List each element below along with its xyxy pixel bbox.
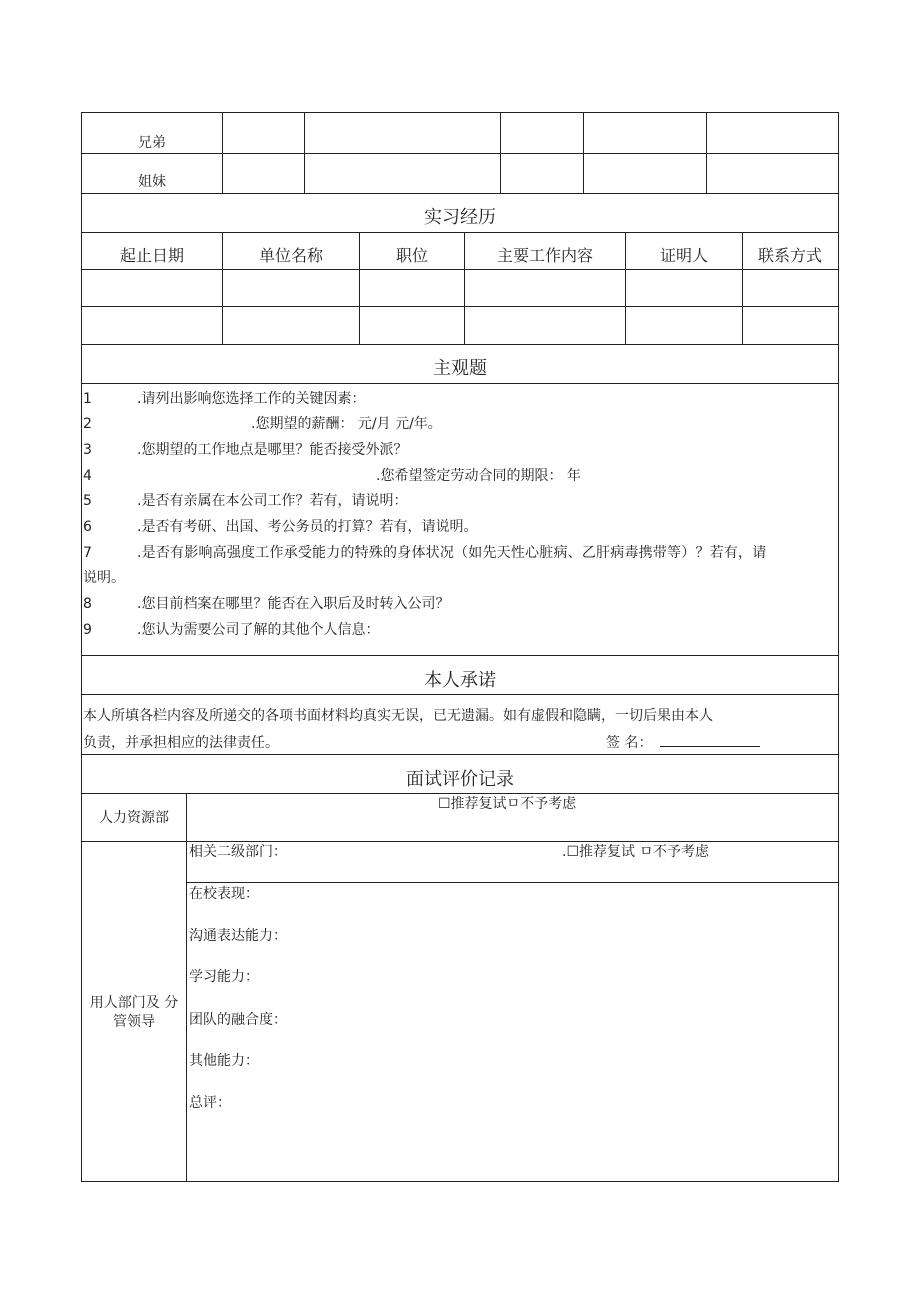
question-text: .是否有考研、出国、考公务员的打算？若有，请说明。 xyxy=(137,519,478,535)
question-number: 3 xyxy=(83,442,92,458)
question-number: 7 xyxy=(83,545,92,561)
question-number: 2 xyxy=(83,416,92,432)
question-text: .您希望签定劳动合同的期限： 年 xyxy=(376,468,581,484)
criterion-label: 学习能力： xyxy=(189,969,259,985)
family-row-label: 兄弟 xyxy=(138,135,166,151)
hiring-dept-label: 管领导 xyxy=(113,1014,155,1030)
hr-dept-label: 人力资源部 xyxy=(99,810,169,826)
question-text: .您目前档案在哪里？能否在入职后及时转入公司？ xyxy=(137,596,450,612)
signature-field[interactable] xyxy=(606,736,760,750)
internship-header: 职位 xyxy=(395,246,429,265)
signature-line xyxy=(660,736,760,747)
criterion-label: 在校表现： xyxy=(189,886,259,902)
question-text: .您认为需要公司了解的其他个人信息： xyxy=(137,622,380,638)
question-number: 1 xyxy=(83,391,92,407)
question-text: .是否有影响高强度工作承受能力的特殊的身体状况（如先天性心脏病、乙肝病毒携带等）？若有，请 xyxy=(137,545,767,561)
question-number: 4 xyxy=(83,468,92,484)
commitment-text: 负责，并承担相应的法律责任。 xyxy=(83,735,279,751)
question-text: .请列出影响您选择工作的关键因素： xyxy=(137,391,366,407)
family-row-label: 姐妹 xyxy=(138,174,166,190)
criterion-label: 团队的融合度： xyxy=(189,1012,287,1028)
criterion-label: 总评： xyxy=(189,1095,231,1111)
question-number: 8 xyxy=(83,596,92,612)
hiring-dept-label: 用人部门及 分 xyxy=(89,995,179,1011)
internship-header: 起止日期 xyxy=(119,246,185,265)
internship-header: 单位名称 xyxy=(258,246,324,265)
question-number: 6 xyxy=(83,519,92,535)
internship-header: 主要工作内容 xyxy=(496,246,594,265)
signature-label: 签 名： xyxy=(606,735,653,751)
subjective-title: 主观题 xyxy=(433,358,487,379)
question-text: .您期望的工作地点是哪里？能否接受外派？ xyxy=(137,442,408,458)
criterion-label: 其他能力： xyxy=(189,1053,259,1069)
criterion-label: 沟通表达能力： xyxy=(189,928,287,944)
question-text-continuation: 说明。 xyxy=(83,570,125,586)
internship-title: 实习经历 xyxy=(424,207,496,228)
commitment-text: 本人所填各栏内容及所递交的各项书面材料均真实无误，已无遗漏。如有虚假和隐瞒，一切后果由本人 xyxy=(83,708,713,724)
question-number: 5 xyxy=(83,493,92,509)
question-text: .您期望的薪酬： 元/月 元/年。 xyxy=(251,416,442,432)
commitment-title: 本人承诺 xyxy=(424,670,496,691)
secondary-dept-decision-options[interactable]: .☐推荐复试 ㅁ不予考虑 xyxy=(562,844,709,860)
question-number: 9 xyxy=(83,622,92,638)
interview-title: 面试评价记录 xyxy=(406,769,514,790)
hr-decision-options[interactable]: ☐推荐复试ㅁ不予考虑 xyxy=(438,796,577,812)
internship-header: 证明人 xyxy=(659,246,709,265)
question-text: .是否有亲属在本公司工作？若有，请说明： xyxy=(137,493,408,509)
secondary-dept-label: 相关二级部门： xyxy=(189,844,287,860)
internship-header: 联系方式 xyxy=(757,246,823,265)
